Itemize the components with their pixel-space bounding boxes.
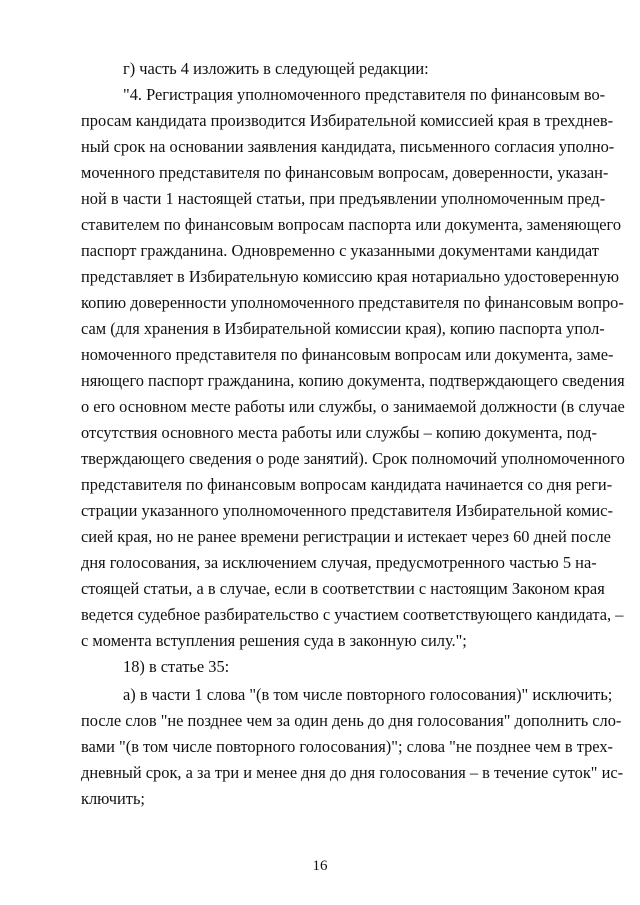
text-line-22: ведется судебное разбирательство с участием соответствующего кандидата, – [81,605,624,624]
text-line-7: ставителем по финансовым вопросам паспорта или документа, заменяющего [81,215,622,234]
text-line-12: номоченного представителя по финансовым вопросам или документа, заме- [81,345,614,364]
text-line-18: страции указанного уполномоченного представителя Избирательной комис- [81,501,613,520]
text-line-5: моченного представителя по финансовым вопросам, доверенности, указан- [81,163,609,182]
text-line-2: "4. Регистрация уполномоченного представителя по финансовым во- [123,85,606,104]
text-line-8: паспорт гражданина. Одновременно с указанными документами кандидат [81,241,599,260]
text-line-16: тверждающего сведения о роде занятий). Срок полномочий уполномоченного [81,449,625,468]
text-line-20: дня голосования, за исключением случая, предусмотренного частью 5 на- [81,553,597,572]
text-line-26: после слов "не позднее чем за один день до дня голосования" дополнить сло- [81,711,622,730]
text-line-19: сией края, но не ранее времени регистрации и истекает через 60 дней после [81,527,611,546]
text-line-10: копию доверенности уполномоченного представителя по финансовым вопро- [81,293,624,312]
text-line-15: отсутствия основного места работы или службы – копию документа, под- [81,423,597,442]
text-line-6: ной в части 1 настоящей статьи, при предъявлении уполномоченным пред- [81,189,606,208]
text-line-4: ный срок на основании заявления кандидата, письменного согласия уполно- [81,137,615,156]
text-line-27: вами "(в том числе повторного голосования)"; слова "не позднее чем в трех- [81,737,613,756]
text-line-1: г) часть 4 изложить в следующей редакции: [123,59,429,78]
text-line-9: представляет в Избирательную комиссию края нотариально удостоверенную [81,267,620,286]
text-line-11: сам (для хранения в Избирательной комиссии края), копию паспорта упол- [81,319,605,338]
text-line-28: дневный срок, а за три и менее дня до дня голосования – в течение суток" ис- [81,763,624,782]
page-number: 16 [312,858,328,874]
text-line-23: с момента вступления решения суда в законную силу."; [81,631,467,650]
text-line-3: просам кандидата производится Избирательной комиссией края в трехднев- [81,111,614,130]
text-line-14: о его основном месте работы или службы, о занимаемой должности (в случае [81,397,625,416]
text-line-13: няющего паспорт гражданина, копию документа, подтверждающего сведения [81,371,625,390]
text-line-17: представителя по финансовым вопросам кандидата начинается со дня реги- [81,475,613,494]
text-line-25: а) в части 1 слова "(в том числе повторного голосования)" исключить; [123,685,613,704]
text-line-29: ключить; [81,789,145,808]
text-line-21: стоящей статьи, а в случае, если в соответствии с настоящим Законом края [81,579,605,598]
text-line-24: 18) в статье 35: [123,657,230,676]
